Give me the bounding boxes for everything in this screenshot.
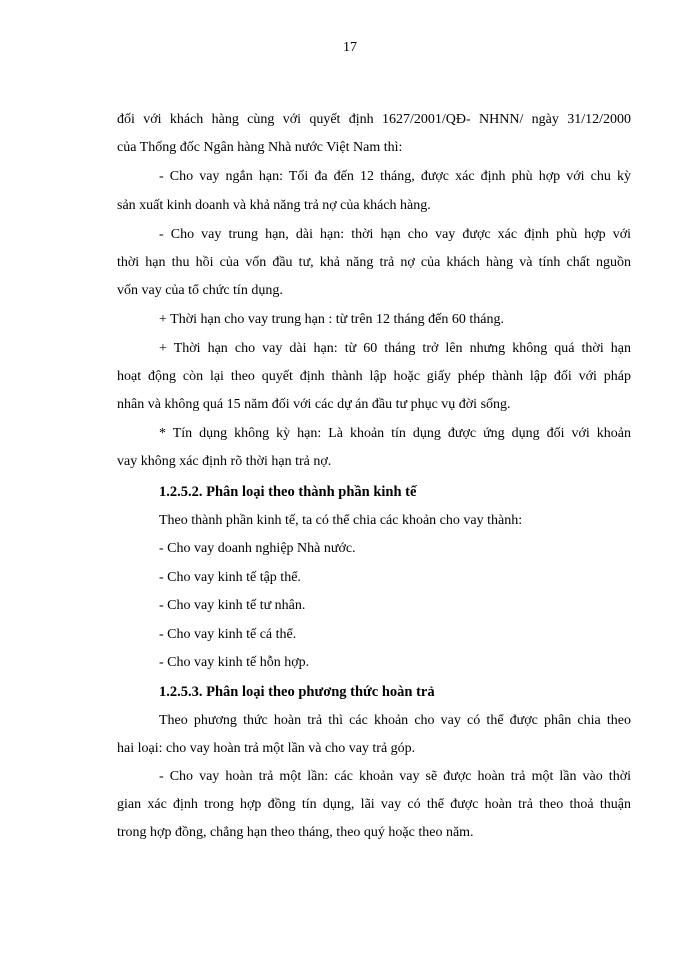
list-item: - Cho vay kinh tế tư nhân.	[159, 598, 306, 613]
text-line: + Thời hạn cho vay trung hạn : từ trên 12 tháng đến 60 tháng.	[159, 312, 504, 327]
text-line: gian xác định trong hợp đồng tín dụng, lãi vay có thể được hoàn trả theo thoả thuận	[117, 797, 631, 812]
text-line: vốn vay của tổ chức tín dụng.	[117, 283, 283, 298]
text-line: + Thời hạn cho vay dài hạn: từ 60 tháng trở lên nhưng không quá thời hạn	[159, 341, 631, 356]
list-item: - Cho vay kinh tế tập thể.	[159, 570, 301, 585]
text-line: sản xuất kinh doanh và khả năng trả nợ của khách hàng.	[117, 198, 431, 213]
list-item: - Cho vay doanh nghiệp Nhà nước.	[159, 541, 356, 556]
list-item: - Cho vay kinh tế cá thể.	[159, 627, 297, 642]
section-heading: 1.2.5.2. Phân loại theo thành phần kinh tế	[159, 484, 417, 500]
text-line: * Tín dụng không kỳ hạn: Là khoản tín dụng được ứng dụng đối với khoản	[159, 426, 631, 441]
text-line: Theo thành phần kinh tế, ta có thể chia các khoản cho vay thành:	[159, 513, 523, 528]
text-line: hoạt động còn lại theo quyết định thành lập hoặc giấy phép thành lập đối với pháp	[117, 369, 631, 384]
text-line: thời hạn thu hồi của vốn đầu tư, khả năng trả nợ của khách hàng và tính chất nguồn	[117, 255, 631, 270]
section-heading: 1.2.5.3. Phân loại theo phương thức hoàn trả	[159, 684, 435, 700]
text-line: Theo phương thức hoàn trả thì các khoản cho vay có thể được phân chia theo	[159, 713, 631, 728]
list-item: - Cho vay kinh tế hỗn hợp.	[159, 655, 310, 670]
text-line: - Cho vay trung hạn, dài hạn: thời hạn cho vay được xác định phù hợp với	[159, 227, 631, 242]
text-line: trong hợp đồng, chẳng hạn theo tháng, theo quý hoặc theo năm.	[117, 825, 474, 840]
text-line: hai loại: cho vay hoàn trả một lần và cho vay trả góp.	[117, 741, 416, 756]
text-line: - Cho vay hoàn trả một lần: các khoản vay sẽ được hoàn trả một lần vào thời	[159, 769, 631, 784]
text-line: - Cho vay ngắn hạn: Tối đa đến 12 tháng, được xác định phù hợp với chu kỳ	[159, 169, 631, 184]
text-line: vay không xác định rõ thời hạn trả nợ.	[117, 454, 332, 469]
text-line: của Thống đốc Ngân hàng Nhà nước Việt Nam thì:	[117, 140, 403, 155]
page-number: 17	[343, 40, 357, 55]
text-line: nhân và không quá 15 năm đối với các dự án đầu tư phục vụ đời sống.	[117, 397, 511, 412]
text-line: đối với khách hàng cùng với quyết định 1627/2001/QĐ- NHNN/ ngày 31/12/2000	[117, 112, 631, 127]
